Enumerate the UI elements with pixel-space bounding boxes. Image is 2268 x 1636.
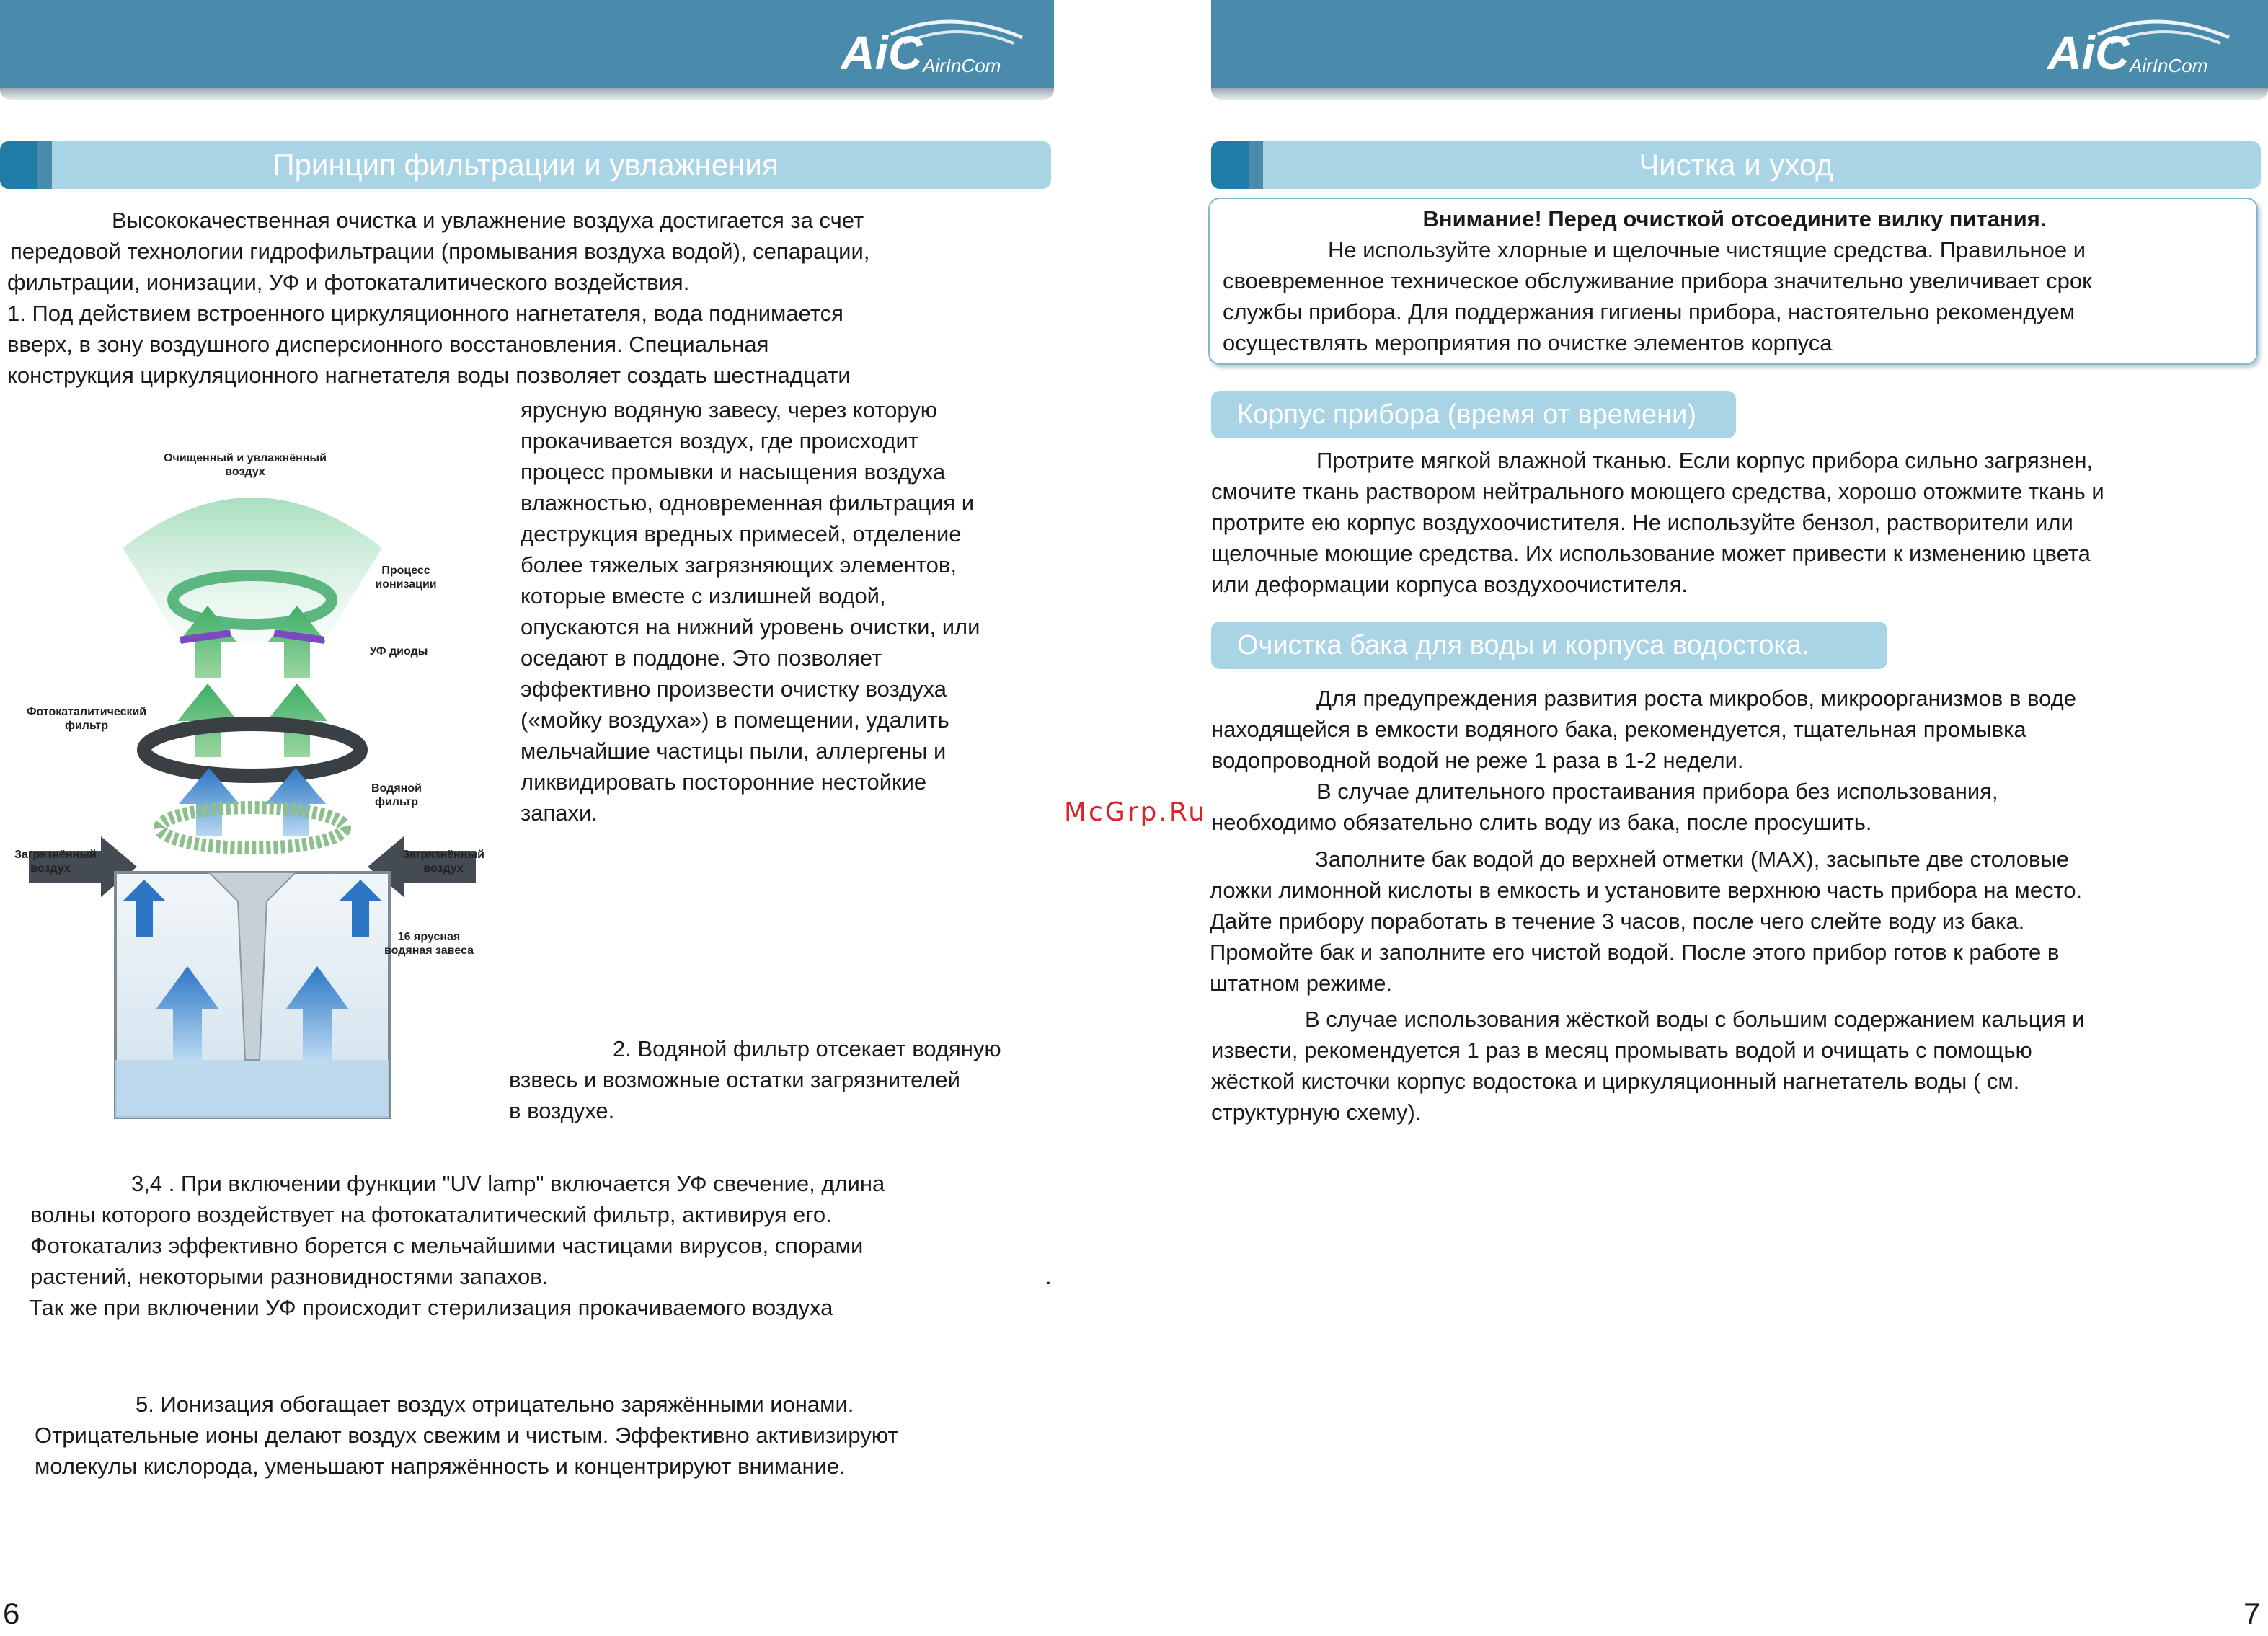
- hard-water-paragraph: В случае использования жёсткой воды с большим содержанием кальция и извести, рекомендуется 1 раз в месяц промывать водой и очищать с помощью жёсткой кисточки корпус водостока и циркуляционный нагнетатель воды ( см. структурную схему).: [1211, 1007, 2085, 1125]
- warning-heading: Внимание! Перед очисткой отсоедините вилку питания.: [1422, 206, 2047, 231]
- left-page-title: [0, 141, 1051, 189]
- tank-paragraph: Для предупреждения развития роста микробов, микроорганизмов в воде находящейся в емкости водяного бака, рекомендуется, тщательная промывка водопроводной водой не реже 1 раза в 1-2 недели. В случае длительного простаивания прибора без использования, необходимо обязательно слить воду из бака, после просушить.: [1211, 686, 2076, 835]
- page-number-right: 7: [2243, 1596, 2261, 1630]
- header-shadow-right: [1211, 88, 2268, 100]
- label-clean-air: Очищенный и увлажнённый воздух: [164, 452, 327, 478]
- filtration-diagram: [14, 440, 519, 1132]
- warning-text: Внимание! Перед очисткой отсоедините вилку питания. Не используйте хлорные и щелочные чистящие средства. Правильное и своевременное техническое обслуживание прибора значительно увеличивает срок службы прибора. Для поддержания гигиены прибора, настоятельно рекомендуем осуществлять мероприятия по очистке элементов корпуса: [1223, 203, 2246, 358]
- page-number-left: 6: [3, 1596, 20, 1630]
- watermark: McGrp.Ru: [1064, 797, 1208, 827]
- citric-acid-paragraph: Заполните бак водой до верхней отметки (MAX), засыпьте две столовые ложки лимонной кислоты в емкость и установите верхнюю часть прибора на место. Дайте прибору поработать в течение 3 часов, после чего слейте воду из бака. Промойте бак и заполните его чистой водой. После этого прибор готов к работе в штатном режиме.: [1210, 846, 2083, 996]
- label-dirty-air-left: Загрязнённый воздух: [14, 849, 97, 875]
- stray-dot: .: [1045, 1264, 1052, 1289]
- label-water-filter: Водяной фильтр: [371, 782, 422, 808]
- logo-letters: AiC: [841, 26, 923, 79]
- diagram-illustration: [14, 440, 519, 1132]
- airincom-logo: [2047, 13, 2235, 82]
- water-filter-ring: [160, 808, 345, 848]
- subtitle-housing: Корпус прибора (время от времени): [1211, 391, 1736, 438]
- label-dirty-air-right: Загрязнённый воздух: [402, 849, 484, 875]
- water-filter-paragraph: 2. Водяной фильтр отсекает водяную взвесь и возможные остатки загрязнителей в воздухе.: [509, 1036, 1001, 1123]
- right-page-title-text: Чистка и уход: [1639, 148, 1833, 182]
- ionization-paragraph: 5. Ионизация обогащает воздух отрицательно заряжёнными ионами. Отрицательные ионы делают воздух свежим и чистым. Эффективно активизируют молекулы кислорода, уменьшают напряжённость и концентрируют внимание.: [35, 1392, 898, 1479]
- housing-paragraph: Протрите мягкой влажной тканью. Если корпус прибора сильно загрязнен, смочите ткань раствором нейтрального моющего средства, хорошо отожмите ткань и протрите ею корпус воздухоочистителя. Не используйте бензол, растворители или щелочные моющие средства. Их использование может привести к изменению цвета или деформации корпуса воздухоочистителя.: [1211, 448, 2104, 597]
- right-page-title: [1211, 141, 2261, 189]
- left-page-title-text: Принцип фильтрации и увлажнения: [273, 148, 779, 182]
- label-photocatalytic: Фотокаталитический фильтр: [26, 706, 147, 732]
- logo-name: AirInCom: [2130, 55, 2208, 76]
- logo-letters: AiC: [2047, 26, 2130, 79]
- photocatalytic-ring: [144, 724, 360, 776]
- label-water-curtain: 16 ярусная водяная завеса: [384, 931, 474, 957]
- uv-paragraph: 3,4 . При включении функции "UV lamp" включается УФ свечение, длина волны которого воздействует на фотокаталитический фильтр, активируя его. Фотокатализ эффективно борется с мельчайшими частицами вирусов, спорами растений, некоторыми разновидностями запахов. Так же при включении УФ происходит стерилизация прокачиваемого воздуха: [29, 1171, 885, 1320]
- header-shadow-left: [0, 88, 1054, 100]
- principle-side-text: ярусную водяную завесу, через которую прокачивается воздух, где происходит процесс промывки и насыщения воздуха влажностью, одновременная фильтрация и деструкция вредных примесей, отделение более тяжелых загрязняющих элементов, которые вместе с излишней водой, опускаются на нижний уровень очистки, или оседают в поддоне. Это позволяет эффективно произвести очистку воздуха («мойку воздуха») в помещении, удалить мельчайшие частицы пыли, аллергены и ликвидировать посторонние нестойкие запахи.: [521, 397, 980, 826]
- subtitle-tank: Очистка бака для воды и корпуса водостока.: [1211, 622, 1887, 669]
- logo-name: AirInCom: [923, 55, 1001, 76]
- label-ionization: Процесс ионизации: [375, 565, 437, 591]
- intro-paragraph: Высококачественная очистка и увлажнение воздуха достигается за счет передовой технологии гидрофильтрации (промывания воздуха водой), сепарации, фильтрации, ионизации, УФ и фотокаталитического воздействия. 1. Под действием встроенного циркуляционного нагнетателя, вода поднимается вверх, в зону воздушного дисперсионного восстановления. Специальная конструкция циркуляционного нагнетателя воды позволяет создать шестнадцати: [7, 208, 870, 388]
- airincom-logo: [841, 13, 1028, 82]
- label-uv: УФ диоды: [369, 645, 428, 658]
